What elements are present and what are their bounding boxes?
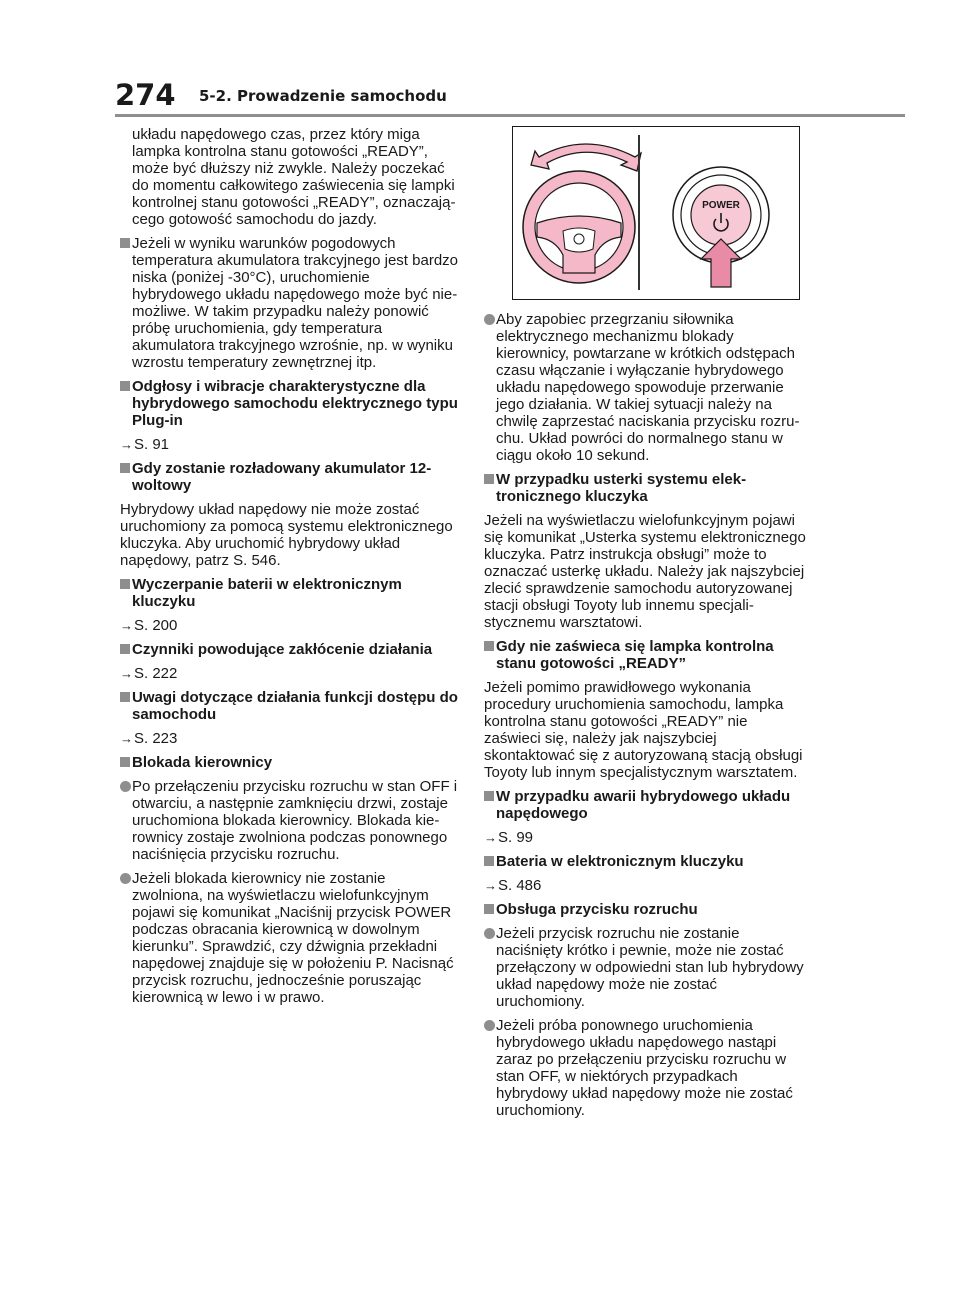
- heading-key-battery-depleted: [120, 576, 460, 610]
- heading-key-battery: [484, 853, 806, 870]
- ref-noise-text: S. 91: [134, 436, 170, 453]
- square-bullet-icon: [120, 238, 130, 248]
- cold-weather-text: Jeżeli w wyniku warunków pogodowych temperatura akumulatora trakcyjnego jest bardzo niska (poniżej -30°C), uruchomienie hybrydowego układu napędowego może być niemożliwe. W takim przypadku należy ponowić próbę uruchomienia, gdy temperatura akumulatora trakcyjnego wzrośnie, np. w wyniku wzrostu temperatury zewnętrznej itp.: [132, 235, 459, 371]
- heading-12v-text: Gdy zostanie rozładowany akumulator 12-woltowy: [132, 460, 432, 494]
- square-bullet-icon: [120, 579, 130, 589]
- arrow-right-icon: →: [120, 618, 133, 633]
- square-bullet-icon: [484, 791, 494, 801]
- header-rule: [115, 114, 905, 117]
- arrow-right-icon: →: [484, 878, 497, 893]
- overheat-bullet: [484, 311, 806, 464]
- ref-noise[interactable]: [120, 436, 460, 453]
- heading-steering-lock-text: Blokada kierownicy: [132, 754, 273, 771]
- right-column: [484, 126, 806, 1126]
- heading-12v-battery: [120, 460, 460, 494]
- arrow-right-icon: →: [120, 666, 133, 681]
- heading-hybrid-fault: [484, 788, 806, 822]
- arrow-right-icon: →: [120, 731, 133, 746]
- ref-interference[interactable]: [120, 665, 460, 682]
- text-key-fault: Jeżeli na wyświetlaczu wielofunkcyjnym pojawi się komunikat „Usterka systemu elektronicznego kluczyka. Patrz instrukcja obsługi” może to oznaczać usterkę układu. Należy jak najszybciej zlecić sprawdzenie samochodu autoryzowanej stacji obsługi Toyoty lub innemu specjalistycznemu warsztatowi.: [484, 512, 806, 631]
- heading-steering-lock: [120, 754, 460, 771]
- steering-lock-bullet-2: [120, 870, 460, 1006]
- heading-ready-lamp: [484, 638, 806, 672]
- ref-battery-key[interactable]: [120, 617, 460, 634]
- overheat-text: Aby zapobiec przegrzaniu siłownika elektrycznego mechanizmu blokady kierownicy, powtarzane w krótkich odstępach czasu włączanie i wyłączanie hybrydowego układu napędowego spowoduje przerwanie jego działania. W takiej sytuacji należy na chwilę zaprzestać naciskania przycisku rozruchu. Układ powróci do normalnego stanu w ciągu około 10 sekund.: [496, 311, 800, 464]
- heading-noise: [120, 378, 460, 429]
- start-button-bullet-1: [484, 925, 806, 1010]
- square-bullet-icon: [120, 644, 130, 654]
- round-bullet-icon: [484, 314, 495, 325]
- steering-power-illustration: [512, 126, 800, 300]
- ref-battery-key-text: S. 200: [134, 617, 178, 634]
- ref-key-battery-text: S. 486: [498, 877, 542, 894]
- left-column: [120, 126, 460, 1013]
- text-12v-battery: Hybrydowy układ napędowy nie może zostać uruchomiony za pomocą systemu elektronicznego kluczyka. Aby uruchomić hybrydowy układ napędowy, patrz S. 546.: [120, 501, 453, 569]
- round-bullet-icon: [120, 873, 131, 884]
- heading-battery-key-text: Wyczerpanie baterii w elektronicznym kluczyku: [132, 576, 402, 610]
- arrow-right-icon: →: [120, 437, 133, 452]
- square-bullet-icon: [484, 474, 494, 484]
- figure-divider: [638, 135, 640, 290]
- rotate-arrow-icon: [531, 144, 641, 171]
- heading-access-text: Uwagi dotyczące działania funkcji dostępu do samochodu: [132, 689, 458, 723]
- heading-key-fault: [484, 471, 806, 505]
- power-label: POWER: [702, 200, 740, 211]
- ref-key-battery[interactable]: [484, 877, 806, 894]
- square-bullet-icon: [120, 757, 130, 767]
- cold-weather-note: [120, 235, 460, 371]
- steering-lock-text-2: Jeżeli blokada kierownicy nie zostanie zwolniona, na wyświetlaczu wielofunkcyjnym pojawi się komunikat „Naciśnij przycisk POWER podczas obracania kierownicą w dowolnym kierunku”. Sprawdzić, czy dźwignia przekładni napędowej znajduje się w położeniu P. Nacisnąć przycisk rozruchu, jednocześnie poruszając kierownicą w lewo i w prawo.: [132, 870, 454, 1006]
- round-bullet-icon: [484, 1020, 495, 1031]
- section-title: 5-2. Prowadzenie samochodu: [199, 87, 447, 105]
- square-bullet-icon: [484, 904, 494, 914]
- square-bullet-icon: [120, 381, 130, 391]
- steering-lock-text-1: Po przełączeniu przycisku rozruchu w stan OFF i otwarciu, a następnie zamknięciu drzwi, zostaje uruchomiona blokada kierownicy. Blokada kierownicy zostaje zwolniona podczas ponownego naciśnięcia przycisku rozruchu.: [132, 778, 458, 863]
- arrow-right-icon: →: [484, 830, 497, 845]
- round-bullet-icon: [484, 928, 495, 939]
- heading-key-battery-text: Bateria w elektronicznym kluczyku: [496, 853, 744, 870]
- continuation-paragraph: układu napędowego czas, przez który miga lampka kontrolna stanu gotowości „READY”, może być dłuższy niż zwykle. Należy poczekać do momentu całkowitego zaświecenia się lampki kontrolnej stanu gotowości „READY”, oznaczającego gotowość samochodu do jazdy.: [132, 126, 456, 228]
- heading-ready-text: Gdy nie zaświeca się lampka kontrolna stanu gotowości „READY”: [496, 638, 774, 672]
- square-bullet-icon: [120, 692, 130, 702]
- ref-hybrid-fault-text: S. 99: [498, 829, 534, 846]
- ref-access-text: S. 223: [134, 730, 178, 747]
- heading-access-function: [120, 689, 460, 723]
- ref-hybrid-fault[interactable]: [484, 829, 806, 846]
- heading-interference-text: Czynniki powodujące zakłócenie działania: [132, 641, 433, 658]
- heading-start-button: [484, 901, 806, 918]
- round-bullet-icon: [120, 781, 131, 792]
- square-bullet-icon: [484, 641, 494, 651]
- start-button-text-2: Jeżeli próba ponownego uruchomienia hybrydowego układu napędowego nastąpi zaraz po przełączeniu przycisku rozruchu w stan OFF, w niektórych przypadkach hybrydowy układ napędowy może nie zostać uruchomiony.: [496, 1017, 793, 1119]
- square-bullet-icon: [120, 463, 130, 473]
- start-button-text-1: Jeżeli przycisk rozruchu nie zostanie naciśnięty krótko i pewnie, może nie zostać przełączony w odpowiedni stan lub hybrydowy układ napędowy może nie zostać uruchomiony.: [496, 925, 804, 1010]
- page-number: 274: [115, 78, 176, 112]
- heading-interference: [120, 641, 460, 658]
- start-button-bullet-2: [484, 1017, 806, 1119]
- steering-lock-bullet-1: [120, 778, 460, 863]
- square-bullet-icon: [484, 856, 494, 866]
- heading-hybrid-fault-text: W przypadku awarii hybrydowego układu napędowego: [496, 788, 791, 822]
- text-ready-lamp: Jeżeli pomimo prawidłowego wykonania procedury uruchomienia samochodu, lampka kontrolna stanu gotowości „READY” nie zaświeci się, należy jak najszybciej skontaktować się z autoryzowaną stacją obsługi Toyoty lub innym specjalistycznym warsztatem.: [484, 679, 803, 781]
- heading-key-fault-text: W przypadku usterki systemu elektronicznego kluczyka: [496, 471, 747, 505]
- steering-wheel-illustration: [513, 127, 799, 299]
- heading-start-button-text: Obsługa przycisku rozruchu: [496, 901, 698, 918]
- ref-access[interactable]: [120, 730, 460, 747]
- ref-interference-text: S. 222: [134, 665, 178, 682]
- page-header: [115, 78, 905, 118]
- heading-noise-text: Odgłosy i wibracje charakterystyczne dla hybrydowego samochodu elektrycznego typu Plug-in: [132, 378, 458, 429]
